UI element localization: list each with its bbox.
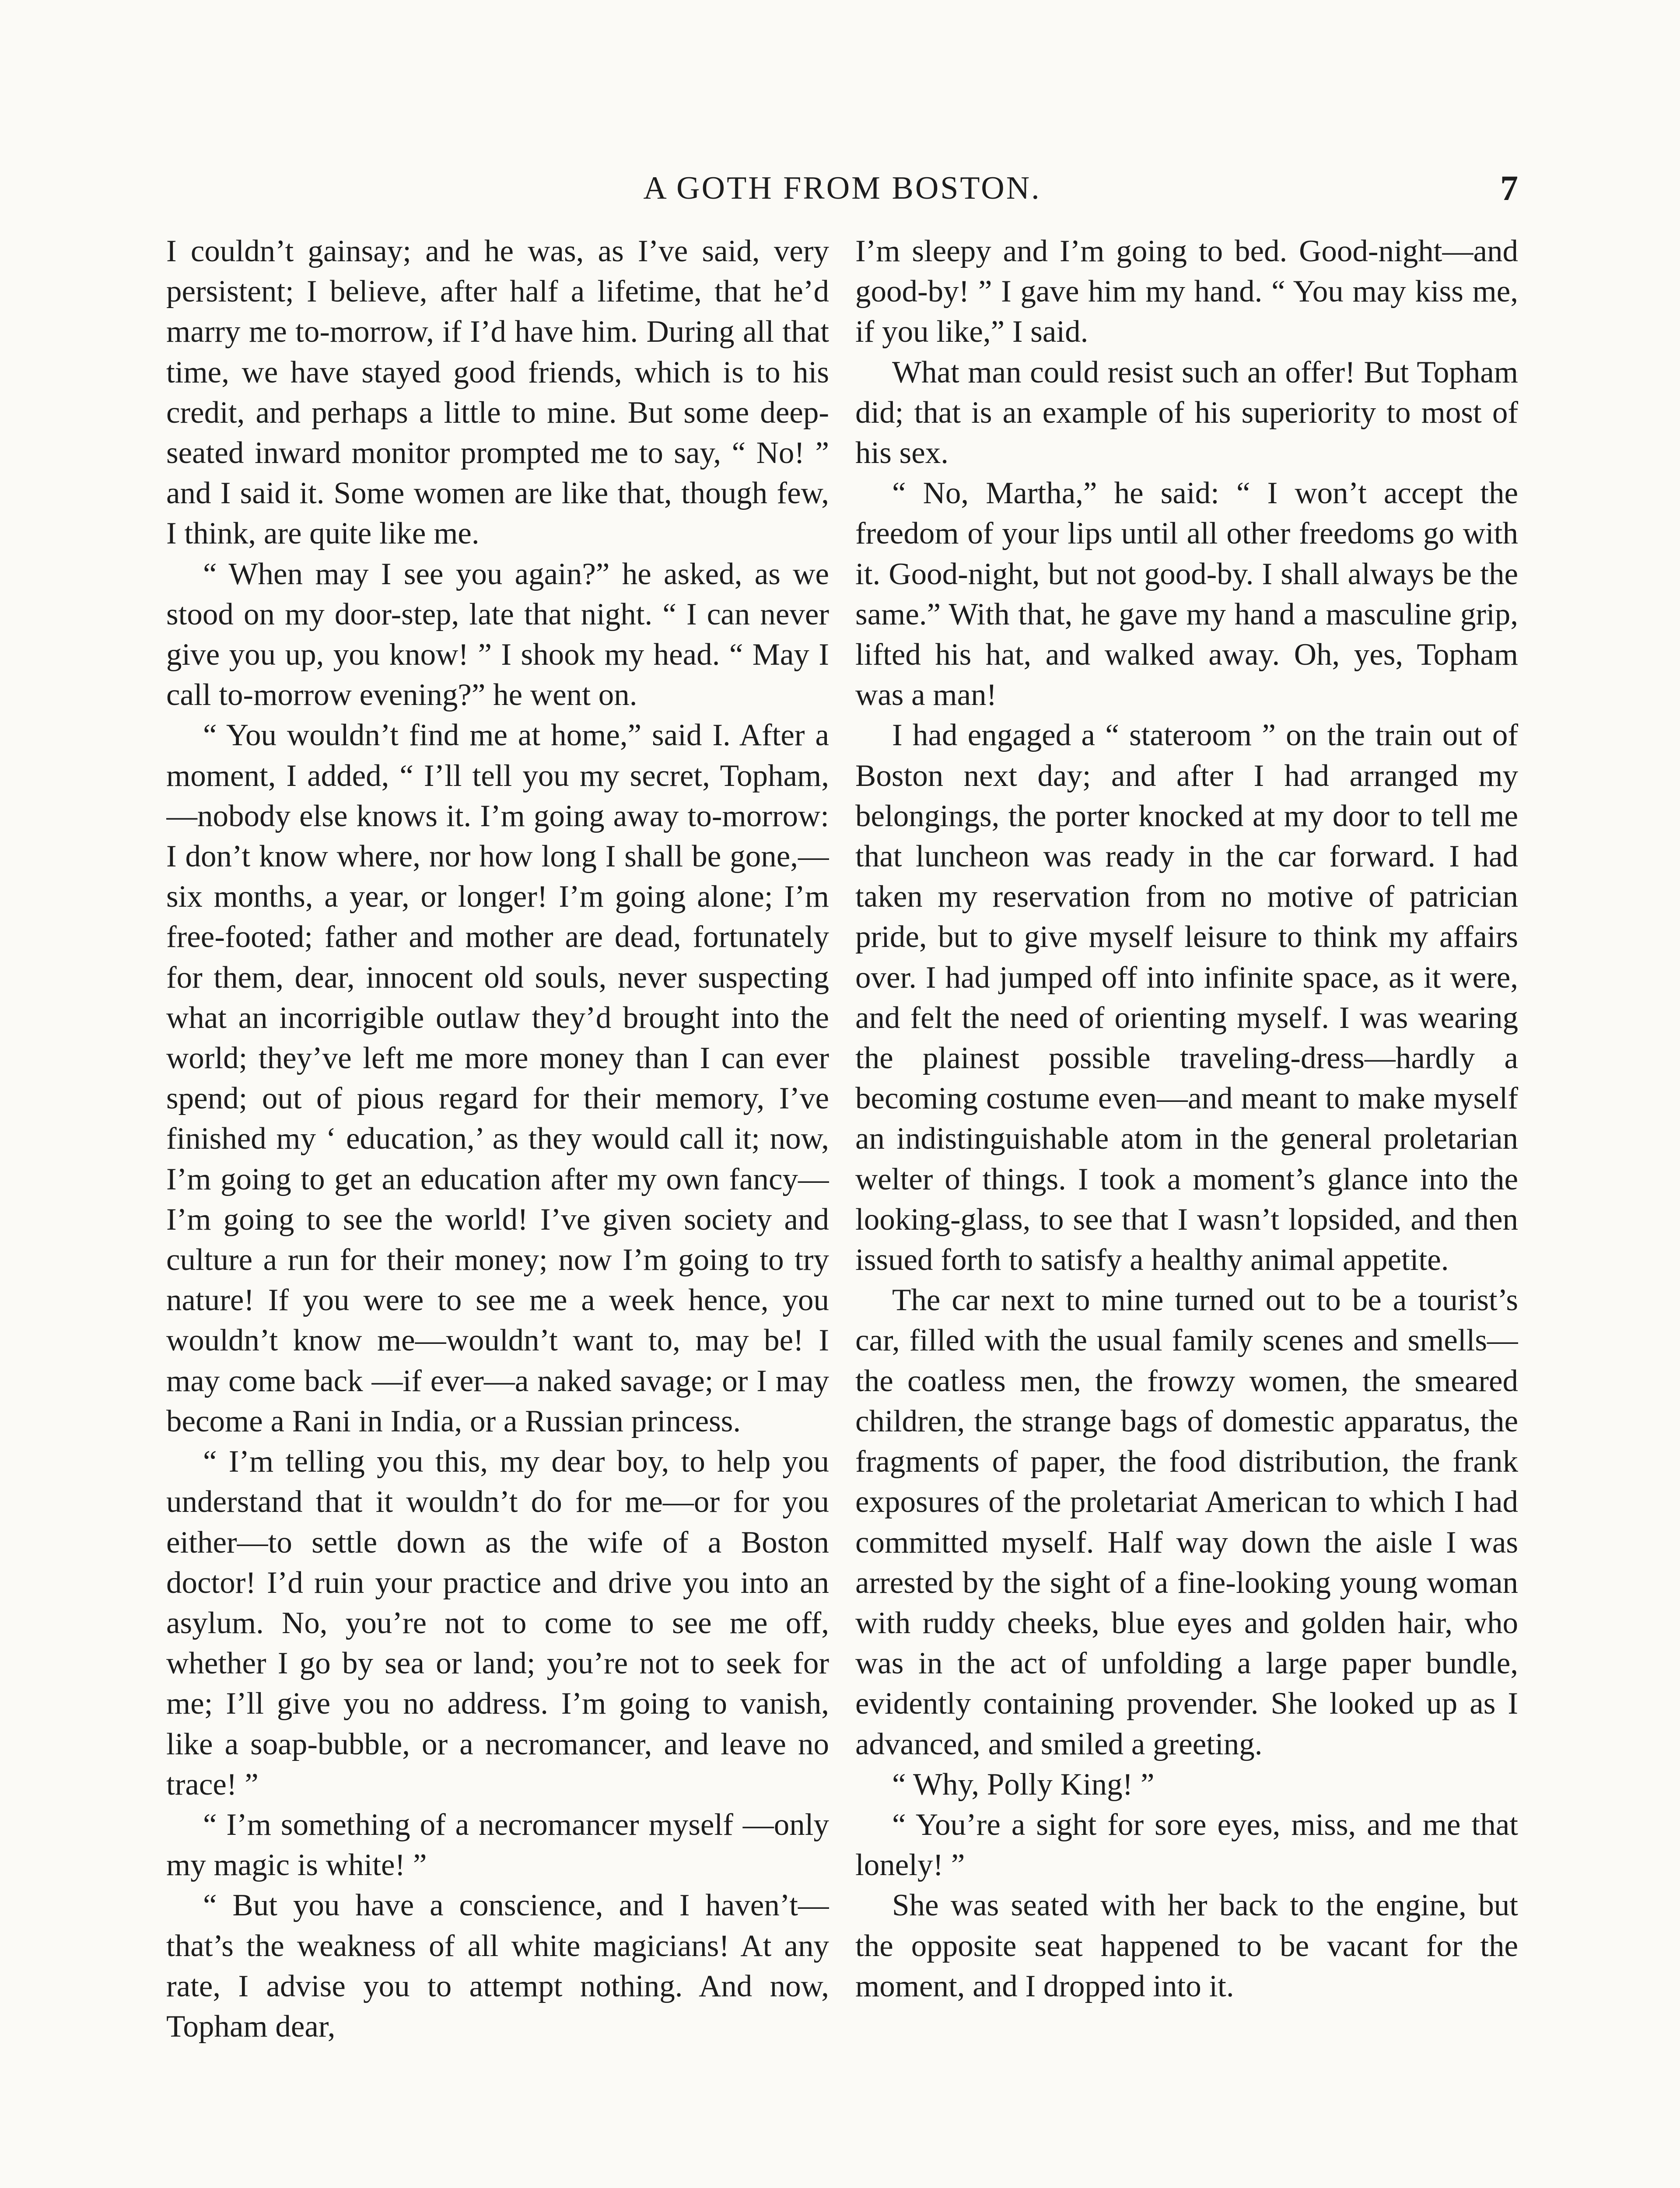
running-head: A GOTH FROM BOSTON. <box>643 170 1041 206</box>
paragraph: The car next to mine turned out to be a tourist’s car, filled with the usual family scenes and smells—the coatless men, the frowzy women, the smeared children, the strange bags of domestic apparatus, the fragments of paper, the food distribution, the frank exposures of the proletariat American to which I had committed myself. Half way down the aisle I was arrested by the sight of a fine-looking young woman with ruddy cheeks, blue eyes and golden hair, who was in the act of unfolding a large paper bundle, evidently containing provender. She looked up as I advanced, and smiled a greeting. <box>855 1283 1518 1761</box>
paragraph: “ I’m telling you this, my dear boy, to help you understand that it wouldn’t do for me—or for you either—to settle down as the wife of a Boston doctor! I’d ruin your practice and drive you into an asylum. No, you’re not to come to see me off, whether I go by sea or land; you’re not to seek for me; I’ll give you no address. I’m going to vanish, like a soap-bubble, or a necromancer, and leave no trace! ” <box>166 1445 829 1802</box>
paragraph: “ But you have a conscience, and I haven’t—that’s the weakness of all white magicians! At any rate, I advise you to attempt nothing. And now, Topham dear, <box>166 1888 829 2044</box>
paragraph: I’m sleepy and I’m going to bed. Good-night—and good-by! ” I gave him my hand. “ You may kiss me, if you like,” I said. <box>855 234 1518 349</box>
paragraph: She was seated with her back to the engine, but the opposite seat happened to be vacant for the moment, and I dropped into it. <box>855 1888 1518 2003</box>
paragraph: I couldn’t gainsay; and he was, as I’ve said, very persistent; I believe, after half a lifetime, that he’d marry me to-morrow, if I’d have him. During all that time, we have stayed good friends, which is to his credit, and perhaps a little to mine. But some deep-seated inward monitor prompted me to say, “ No! ” and I said it. Some women are like that, though few, I think, are quite like me. <box>166 234 829 551</box>
paragraph: “ When may I see you again?” he asked, as we stood on my door-step, late that night. “ I can never give you up, you know! ” I shook my head. “ May I call to-morrow evening?” he went on. <box>166 557 829 712</box>
text-columns <box>166 231 1518 2188</box>
page-header <box>166 164 1518 212</box>
left-column <box>166 231 829 2188</box>
paragraph: “ You wouldn’t find me at home,” said I. After a moment, I added, “ I’ll tell you my secret, Topham,—nobody else knows it. I’m going away to-morrow: I don’t know where, nor how long I shall be gone,—six months, a year, or longer! I’m going alone; I’m free-footed; father and mother are dead, fortunately for them, dear, innocent old souls, never suspecting what an incorrigible outlaw they’d brought into the world; they’ve left me more money than I can ever spend; out of pious regard for their memory, I’ve finished my ‘ education,’ as they would call it; now, I’m going to get an education after my own fancy—I’m going to see the world! I’ve given society and culture a run for their money; now I’m going to try nature! If you were to see me a week hence, you wouldn’t know me—wouldn’t want to, may be! I may come back —if ever—a naked savage; or I may become a Rani in India, or a Russian princess. <box>166 718 829 1438</box>
paragraph: “ No, Martha,” he said: “ I won’t accept the freedom of your lips until all other freedoms go with it. Good-night, but not good-by. I shall always be the same.” With that, he gave my hand a masculine grip, lifted his hat, and walked away. Oh, yes, Topham was a man! <box>855 476 1518 712</box>
paragraph: “ Why, Polly King! ” <box>892 1767 1155 1802</box>
right-column <box>855 231 1518 2188</box>
paragraph: “ I’m something of a necromancer myself —only my magic is white! ” <box>166 1807 829 1883</box>
paragraph: “ You’re a sight for sore eyes, miss, and me that lonely! ” <box>855 1807 1518 1883</box>
page-number: 7 <box>1500 168 1518 208</box>
paragraph: I had engaged a “ stateroom ” on the train out of Boston next day; and after I had arranged my belongings, the porter knocked at my door to tell me that luncheon was ready in the car forward. I had taken my reservation from no motive of patrician pride, but to give myself leisure to think my affairs over. I had jumped off into infinite space, as it were, and felt the need of orienting myself. I was wearing the plainest possible traveling-dress—hardly a becoming costume even—and meant to make myself an indistinguishable atom in the general proletarian welter of things. I took a moment’s glance into the looking-glass, to see that I wasn’t lopsided, and then issued forth to satisfy a healthy animal appetite. <box>855 718 1518 1277</box>
paragraph: What man could resist such an offer! But Topham did; that is an example of his superiority to most of his sex. <box>855 355 1518 470</box>
